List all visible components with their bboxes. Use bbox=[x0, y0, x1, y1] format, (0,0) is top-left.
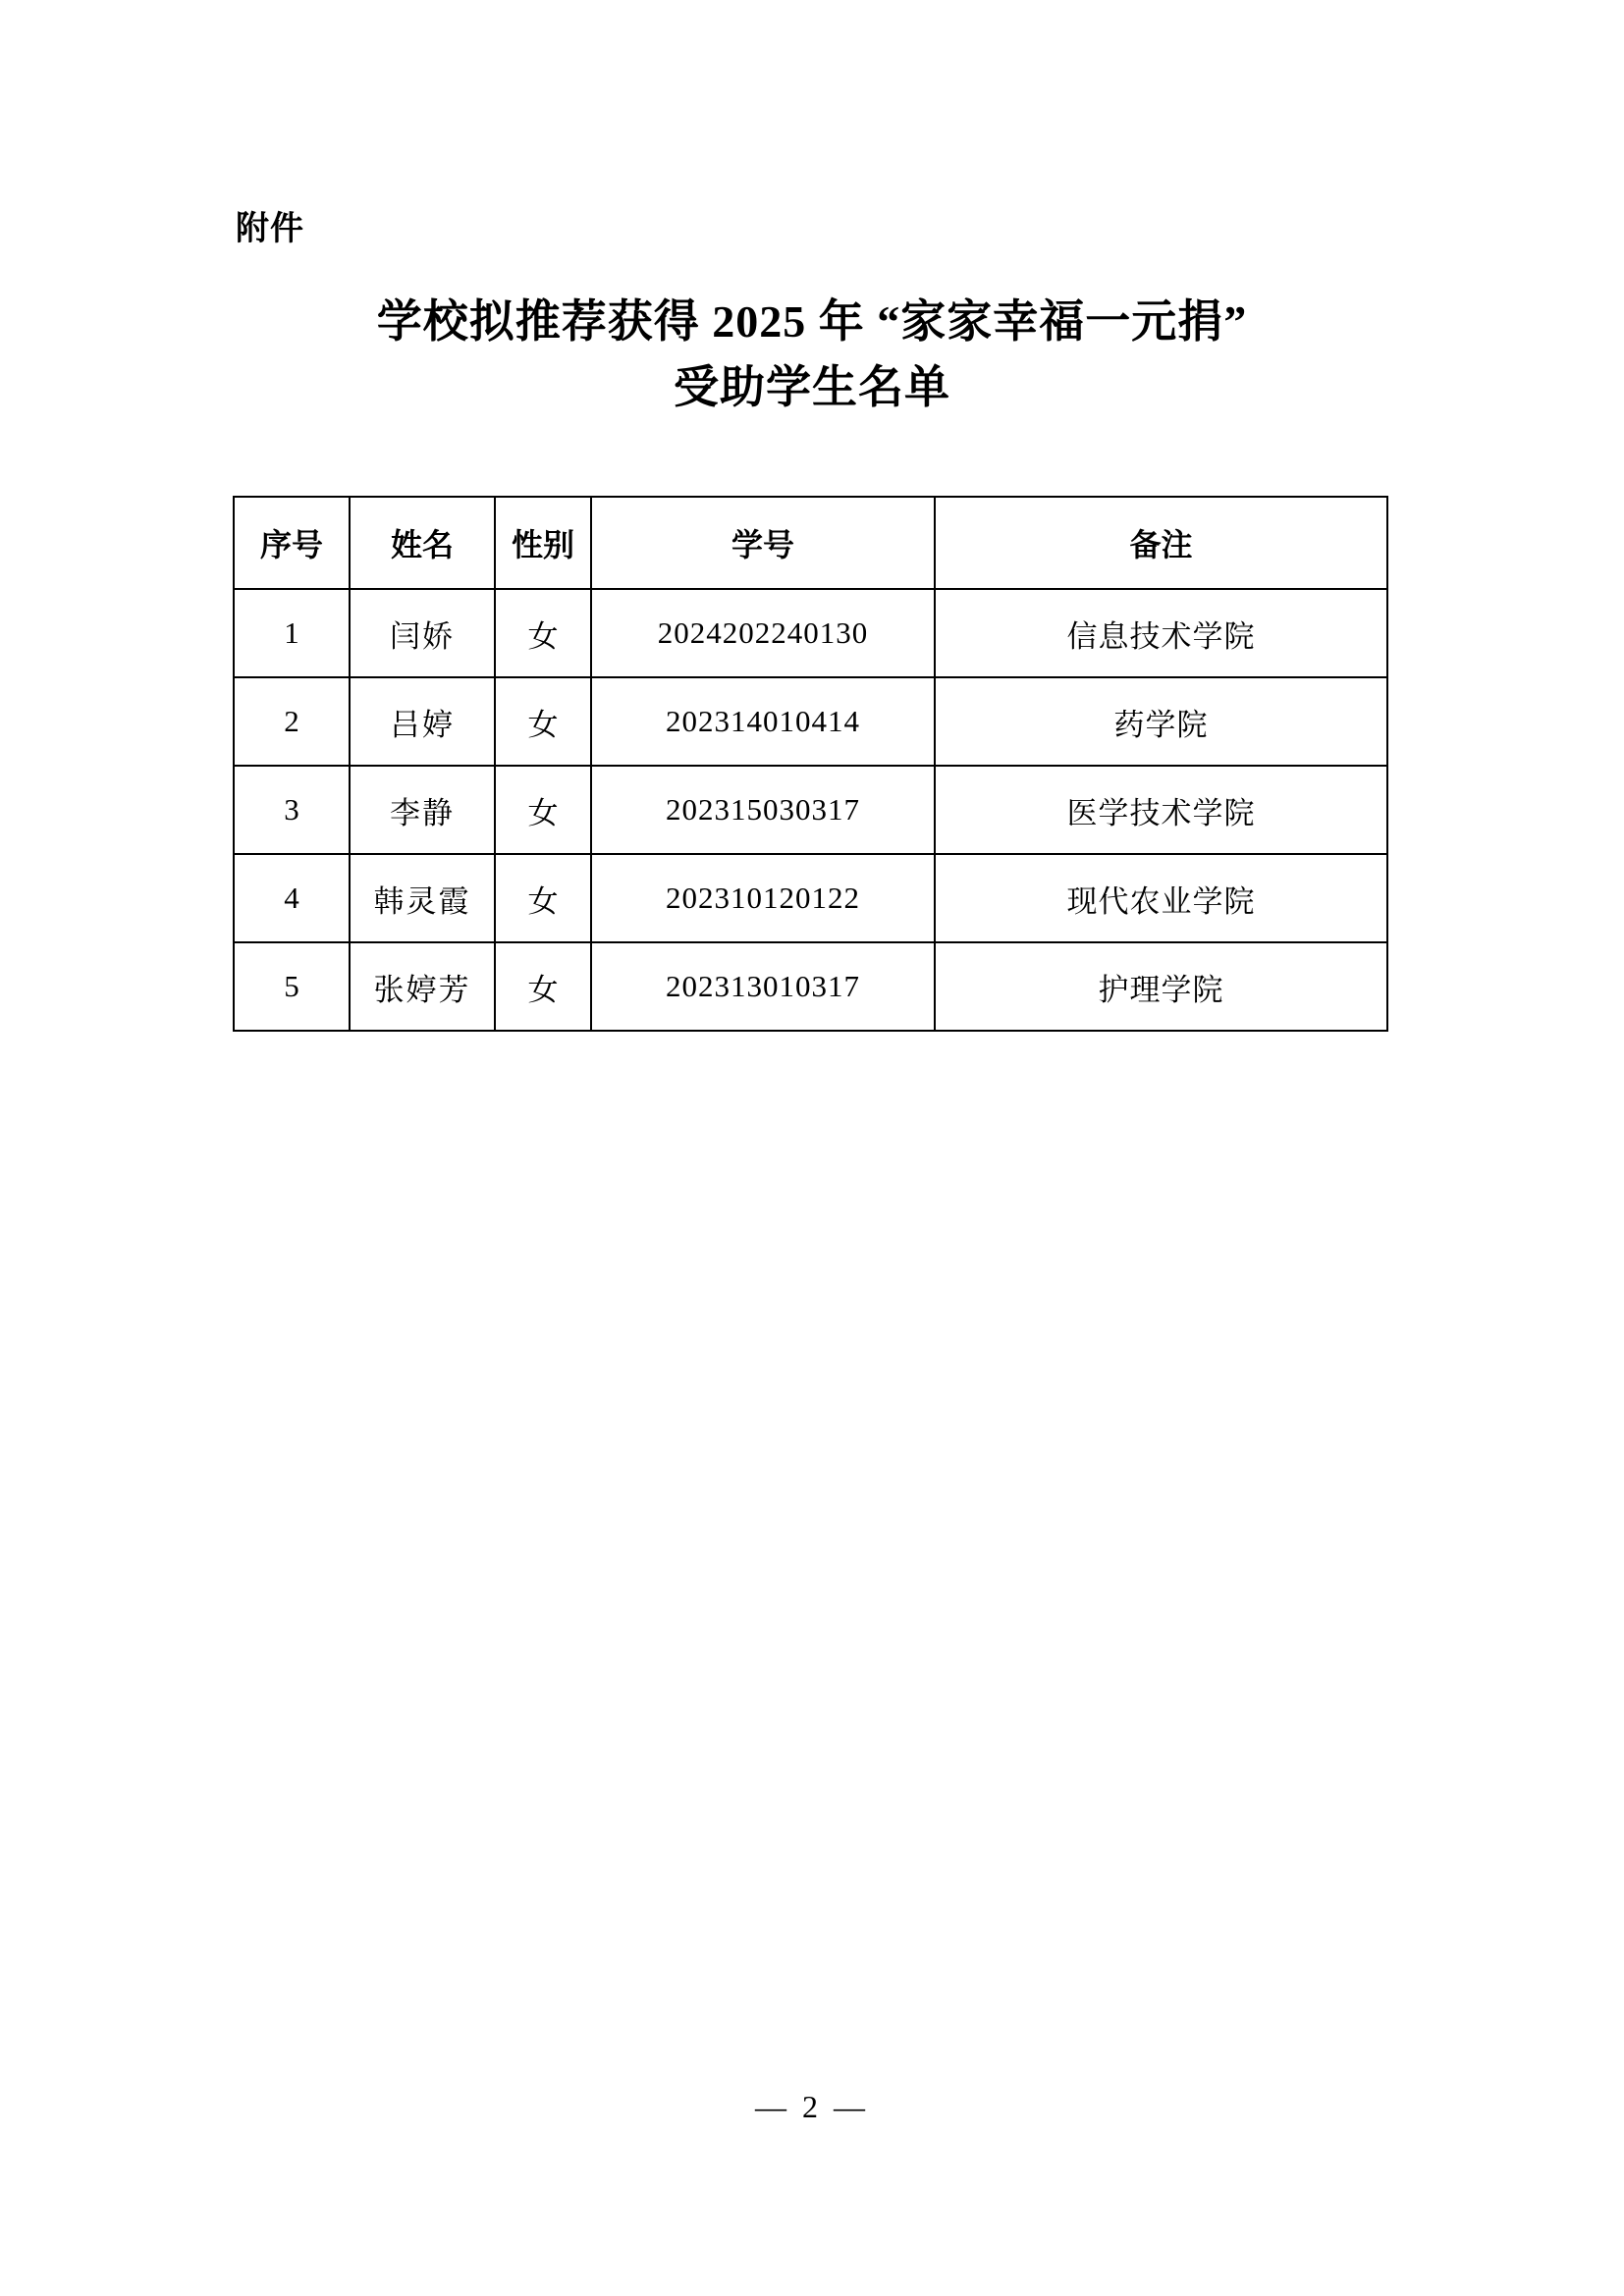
column-header-student-id: 学号 bbox=[591, 497, 935, 589]
cell-index: 1 bbox=[234, 589, 350, 677]
column-header-name: 姓名 bbox=[350, 497, 495, 589]
cell-student-id: 202310120122 bbox=[591, 854, 935, 942]
cell-index: 4 bbox=[234, 854, 350, 942]
cell-student-id: 202314010414 bbox=[591, 677, 935, 766]
column-header-index: 序号 bbox=[234, 497, 350, 589]
cell-name: 李静 bbox=[350, 766, 495, 854]
column-header-note: 备注 bbox=[935, 497, 1387, 589]
column-header-sex: 性别 bbox=[495, 497, 591, 589]
cell-sex: 女 bbox=[495, 942, 591, 1031]
table-row bbox=[234, 677, 1387, 766]
cell-name: 韩灵霞 bbox=[350, 854, 495, 942]
cell-student-id: 202313010317 bbox=[591, 942, 935, 1031]
cell-index: 2 bbox=[234, 677, 350, 766]
cell-note: 药学院 bbox=[935, 677, 1387, 766]
cell-sex: 女 bbox=[495, 766, 591, 854]
table-row bbox=[234, 942, 1387, 1031]
cell-sex: 女 bbox=[495, 589, 591, 677]
page-title-line-2: 受助学生名单 bbox=[674, 361, 950, 412]
page-title-line-1: 学校拟推荐获得 2025 年 “家家幸福一元捐” bbox=[376, 296, 1248, 347]
cell-name: 吕婷 bbox=[350, 677, 495, 766]
cell-index: 3 bbox=[234, 766, 350, 854]
cell-name: 闫娇 bbox=[350, 589, 495, 677]
cell-name: 张婷芳 bbox=[350, 942, 495, 1031]
table-header-row bbox=[234, 497, 1387, 589]
table-row bbox=[234, 766, 1387, 854]
cell-note: 护理学院 bbox=[935, 942, 1387, 1031]
recipients-table bbox=[233, 496, 1388, 1032]
cell-sex: 女 bbox=[495, 677, 591, 766]
cell-note: 医学技术学院 bbox=[935, 766, 1387, 854]
cell-sex: 女 bbox=[495, 854, 591, 942]
page-number: — 2 — bbox=[755, 2089, 869, 2124]
cell-index: 5 bbox=[234, 942, 350, 1031]
page-title bbox=[223, 290, 1401, 420]
cell-note: 现代农业学院 bbox=[935, 854, 1387, 942]
cell-note: 信息技术学院 bbox=[935, 589, 1387, 677]
attachment-label: 附件 bbox=[236, 211, 304, 247]
cell-student-id: 202315030317 bbox=[591, 766, 935, 854]
cell-student-id: 2024202240130 bbox=[591, 589, 935, 677]
table-row bbox=[234, 854, 1387, 942]
table-row bbox=[234, 589, 1387, 677]
